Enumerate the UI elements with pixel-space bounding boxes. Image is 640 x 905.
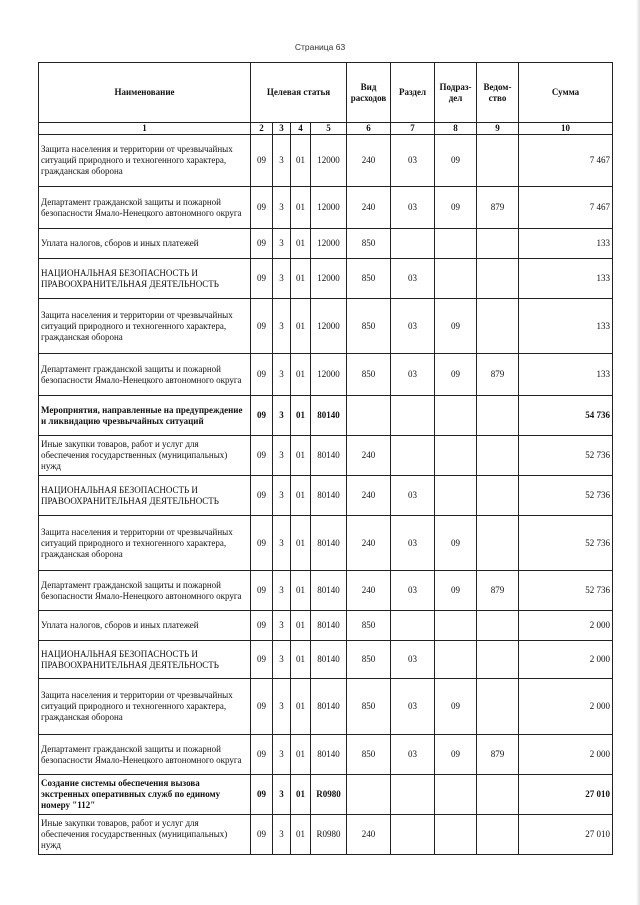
target-code-2: 3 xyxy=(273,516,291,571)
budget-table xyxy=(38,62,613,855)
table-row xyxy=(39,611,613,641)
target-code-4: R0980 xyxy=(311,815,347,855)
section-code: 03 xyxy=(391,135,435,187)
scan-edge xyxy=(636,0,640,905)
expense-type: 240 xyxy=(347,436,391,476)
column-number-row xyxy=(39,123,613,135)
header-row xyxy=(39,63,613,123)
table-row xyxy=(39,641,613,679)
target-code-4: 80140 xyxy=(311,516,347,571)
dept-code: 879 xyxy=(477,571,519,611)
section-code xyxy=(391,396,435,436)
dept-code xyxy=(477,679,519,735)
col-number: 1 xyxy=(39,123,251,135)
target-code-4: 80140 xyxy=(311,735,347,775)
section-code: 03 xyxy=(391,354,435,396)
section-code xyxy=(391,775,435,815)
expense-type: 850 xyxy=(347,259,391,299)
col-number: 9 xyxy=(477,123,519,135)
target-code-3: 01 xyxy=(291,735,311,775)
header-exp-type: Вид расходов xyxy=(347,63,391,123)
target-code-4: R0980 xyxy=(311,775,347,815)
target-code-3: 01 xyxy=(291,354,311,396)
table-row xyxy=(39,187,613,229)
target-code-1: 09 xyxy=(251,476,273,516)
target-code-4: 12000 xyxy=(311,135,347,187)
row-sum: 133 xyxy=(519,229,613,259)
target-code-4: 80140 xyxy=(311,679,347,735)
target-code-1: 09 xyxy=(251,516,273,571)
col-number: 6 xyxy=(347,123,391,135)
target-code-3: 01 xyxy=(291,611,311,641)
dept-code xyxy=(477,135,519,187)
target-code-3: 01 xyxy=(291,679,311,735)
target-code-4: 80140 xyxy=(311,436,347,476)
target-code-3: 01 xyxy=(291,187,311,229)
target-code-3: 01 xyxy=(291,259,311,299)
target-code-1: 09 xyxy=(251,679,273,735)
row-name: Создание системы обеспечения вызова экстренных оперативных служб по единому номеру "112" xyxy=(39,775,251,815)
col-number: 8 xyxy=(435,123,477,135)
expense-type: 850 xyxy=(347,735,391,775)
section-code: 03 xyxy=(391,476,435,516)
dept-code xyxy=(477,611,519,641)
subsection-code: 09 xyxy=(435,679,477,735)
row-sum: 2 000 xyxy=(519,679,613,735)
target-code-2: 3 xyxy=(273,396,291,436)
row-name: Департамент гражданской защиты и пожарной безопасности Ямало-Ненецкого автономного округа xyxy=(39,187,251,229)
section-code: 03 xyxy=(391,735,435,775)
target-code-4: 80140 xyxy=(311,476,347,516)
target-code-1: 09 xyxy=(251,229,273,259)
table-body xyxy=(39,135,613,855)
table-row xyxy=(39,679,613,735)
target-code-2: 3 xyxy=(273,815,291,855)
target-code-2: 3 xyxy=(273,229,291,259)
row-sum: 52 736 xyxy=(519,476,613,516)
subsection-code xyxy=(435,229,477,259)
dept-code xyxy=(477,436,519,476)
target-code-3: 01 xyxy=(291,229,311,259)
table-row xyxy=(39,229,613,259)
header-subsection: Подраз-дел xyxy=(435,63,477,123)
subsection-code xyxy=(435,259,477,299)
table-row xyxy=(39,436,613,476)
page-number: Страница 63 xyxy=(294,42,346,52)
expense-type: 850 xyxy=(347,354,391,396)
target-code-2: 3 xyxy=(273,354,291,396)
target-code-3: 01 xyxy=(291,641,311,679)
col-number: 10 xyxy=(519,123,613,135)
section-code xyxy=(391,436,435,476)
target-code-4: 12000 xyxy=(311,259,347,299)
expense-type: 240 xyxy=(347,815,391,855)
row-name: НАЦИОНАЛЬНАЯ БЕЗОПАСНОСТЬ И ПРАВООХРАНИТЕЛЬНАЯ ДЕЯТЕЛЬНОСТЬ xyxy=(39,259,251,299)
section-code: 03 xyxy=(391,299,435,354)
header-target: Целевая статья xyxy=(251,63,347,123)
dept-code xyxy=(477,299,519,354)
row-sum: 2 000 xyxy=(519,641,613,679)
subsection-code: 09 xyxy=(435,135,477,187)
table-row xyxy=(39,735,613,775)
table-row xyxy=(39,299,613,354)
target-code-4: 80140 xyxy=(311,396,347,436)
subsection-code: 09 xyxy=(435,187,477,229)
dept-code: 879 xyxy=(477,187,519,229)
table-row xyxy=(39,135,613,187)
section-code: 03 xyxy=(391,187,435,229)
row-name: Уплата налогов, сборов и иных платежей xyxy=(39,611,251,641)
target-code-1: 09 xyxy=(251,436,273,476)
subsection-code xyxy=(435,611,477,641)
row-name: Иные закупки товаров, работ и услуг для обеспечения государственных (муниципальных) нужд xyxy=(39,436,251,476)
target-code-2: 3 xyxy=(273,436,291,476)
subsection-code xyxy=(435,775,477,815)
header-section: Раздел xyxy=(391,63,435,123)
row-name: НАЦИОНАЛЬНАЯ БЕЗОПАСНОСТЬ И ПРАВООХРАНИТЕЛЬНАЯ ДЕЯТЕЛЬНОСТЬ xyxy=(39,476,251,516)
dept-code: 879 xyxy=(477,735,519,775)
target-code-1: 09 xyxy=(251,354,273,396)
row-sum: 7 467 xyxy=(519,187,613,229)
row-name: Защита населения и территории от чрезвычайных ситуаций природного и техногенного характера, гражданская оборона xyxy=(39,299,251,354)
expense-type: 240 xyxy=(347,476,391,516)
target-code-4: 12000 xyxy=(311,187,347,229)
expense-type: 850 xyxy=(347,641,391,679)
target-code-4: 12000 xyxy=(311,354,347,396)
col-number: 7 xyxy=(391,123,435,135)
target-code-2: 3 xyxy=(273,476,291,516)
row-name: Защита населения и территории от чрезвычайных ситуаций природного и техногенного характера, гражданская оборона xyxy=(39,135,251,187)
section-code: 03 xyxy=(391,259,435,299)
target-code-1: 09 xyxy=(251,815,273,855)
row-sum: 27 010 xyxy=(519,815,613,855)
row-sum: 27 010 xyxy=(519,775,613,815)
target-code-2: 3 xyxy=(273,775,291,815)
row-sum: 2 000 xyxy=(519,735,613,775)
target-code-3: 01 xyxy=(291,396,311,436)
row-name: НАЦИОНАЛЬНАЯ БЕЗОПАСНОСТЬ И ПРАВООХРАНИТЕЛЬНАЯ ДЕЯТЕЛЬНОСТЬ xyxy=(39,641,251,679)
target-code-3: 01 xyxy=(291,436,311,476)
target-code-1: 09 xyxy=(251,259,273,299)
target-code-1: 09 xyxy=(251,571,273,611)
header-name: Наименование xyxy=(39,63,251,123)
target-code-3: 01 xyxy=(291,516,311,571)
row-sum: 52 736 xyxy=(519,571,613,611)
col-number: 3 xyxy=(273,123,291,135)
table-row xyxy=(39,571,613,611)
target-code-2: 3 xyxy=(273,187,291,229)
row-sum: 52 736 xyxy=(519,516,613,571)
expense-type: 240 xyxy=(347,516,391,571)
row-sum: 7 467 xyxy=(519,135,613,187)
section-code: 03 xyxy=(391,641,435,679)
table-row xyxy=(39,259,613,299)
target-code-1: 09 xyxy=(251,396,273,436)
row-name: Защита населения и территории от чрезвычайных ситуаций природного и техногенного характера, гражданская оборона xyxy=(39,679,251,735)
row-name: Департамент гражданской защиты и пожарной безопасности Ямало-Ненецкого автономного округа xyxy=(39,354,251,396)
target-code-1: 09 xyxy=(251,135,273,187)
target-code-4: 12000 xyxy=(311,299,347,354)
subsection-code: 09 xyxy=(435,735,477,775)
target-code-2: 3 xyxy=(273,299,291,354)
target-code-3: 01 xyxy=(291,571,311,611)
table-row xyxy=(39,476,613,516)
row-sum: 54 736 xyxy=(519,396,613,436)
target-code-1: 09 xyxy=(251,611,273,641)
dept-code xyxy=(477,815,519,855)
row-sum: 52 736 xyxy=(519,436,613,476)
dept-code xyxy=(477,641,519,679)
row-sum: 133 xyxy=(519,259,613,299)
col-number: 5 xyxy=(311,123,347,135)
expense-type: 850 xyxy=(347,299,391,354)
row-sum: 2 000 xyxy=(519,611,613,641)
target-code-4: 80140 xyxy=(311,571,347,611)
target-code-1: 09 xyxy=(251,735,273,775)
section-code: 03 xyxy=(391,516,435,571)
dept-code xyxy=(477,229,519,259)
row-name: Уплата налогов, сборов и иных платежей xyxy=(39,229,251,259)
target-code-2: 3 xyxy=(273,735,291,775)
subsection-code xyxy=(435,815,477,855)
target-code-3: 01 xyxy=(291,476,311,516)
row-name: Мероприятия, направленные на предупреждение и ликвидацию чрезвычайных ситуаций xyxy=(39,396,251,436)
target-code-2: 3 xyxy=(273,259,291,299)
target-code-3: 01 xyxy=(291,775,311,815)
expense-type: 240 xyxy=(347,187,391,229)
row-sum: 133 xyxy=(519,299,613,354)
row-name: Департамент гражданской защиты и пожарной безопасности Ямало-Ненецкого автономного округа xyxy=(39,735,251,775)
expense-type xyxy=(347,775,391,815)
subsection-code xyxy=(435,436,477,476)
dept-code xyxy=(477,516,519,571)
dept-code xyxy=(477,396,519,436)
row-sum: 133 xyxy=(519,354,613,396)
subsection-code: 09 xyxy=(435,299,477,354)
dept-code: 879 xyxy=(477,354,519,396)
target-code-2: 3 xyxy=(273,679,291,735)
target-code-2: 3 xyxy=(273,641,291,679)
dept-code xyxy=(477,259,519,299)
table-row xyxy=(39,775,613,815)
target-code-1: 09 xyxy=(251,775,273,815)
col-number: 4 xyxy=(291,123,311,135)
expense-type xyxy=(347,396,391,436)
section-code xyxy=(391,229,435,259)
target-code-3: 01 xyxy=(291,135,311,187)
section-code xyxy=(391,815,435,855)
dept-code xyxy=(477,476,519,516)
target-code-3: 01 xyxy=(291,815,311,855)
row-name: Иные закупки товаров, работ и услуг для обеспечения государственных (муниципальных) нужд xyxy=(39,815,251,855)
table-row xyxy=(39,396,613,436)
section-code: 03 xyxy=(391,679,435,735)
col-number: 2 xyxy=(251,123,273,135)
table-row xyxy=(39,354,613,396)
expense-type: 850 xyxy=(347,229,391,259)
table-row xyxy=(39,516,613,571)
subsection-code: 09 xyxy=(435,571,477,611)
target-code-2: 3 xyxy=(273,611,291,641)
target-code-1: 09 xyxy=(251,641,273,679)
target-code-1: 09 xyxy=(251,299,273,354)
table-row xyxy=(39,815,613,855)
expense-type: 240 xyxy=(347,135,391,187)
header-sum: Сумма xyxy=(519,63,613,123)
target-code-2: 3 xyxy=(273,135,291,187)
target-code-1: 09 xyxy=(251,187,273,229)
header-dept: Ведом-ство xyxy=(477,63,519,123)
section-code xyxy=(391,611,435,641)
section-code: 03 xyxy=(391,571,435,611)
subsection-code: 09 xyxy=(435,516,477,571)
expense-type: 850 xyxy=(347,611,391,641)
dept-code xyxy=(477,775,519,815)
subsection-code xyxy=(435,396,477,436)
subsection-code xyxy=(435,641,477,679)
expense-type: 850 xyxy=(347,679,391,735)
row-name: Защита населения и территории от чрезвычайных ситуаций природного и техногенного характера, гражданская оборона xyxy=(39,516,251,571)
row-name: Департамент гражданской защиты и пожарной безопасности Ямало-Ненецкого автономного округа xyxy=(39,571,251,611)
expense-type: 240 xyxy=(347,571,391,611)
subsection-code xyxy=(435,476,477,516)
target-code-3: 01 xyxy=(291,299,311,354)
target-code-4: 80140 xyxy=(311,611,347,641)
target-code-4: 12000 xyxy=(311,229,347,259)
target-code-2: 3 xyxy=(273,571,291,611)
target-code-4: 80140 xyxy=(311,641,347,679)
subsection-code: 09 xyxy=(435,354,477,396)
